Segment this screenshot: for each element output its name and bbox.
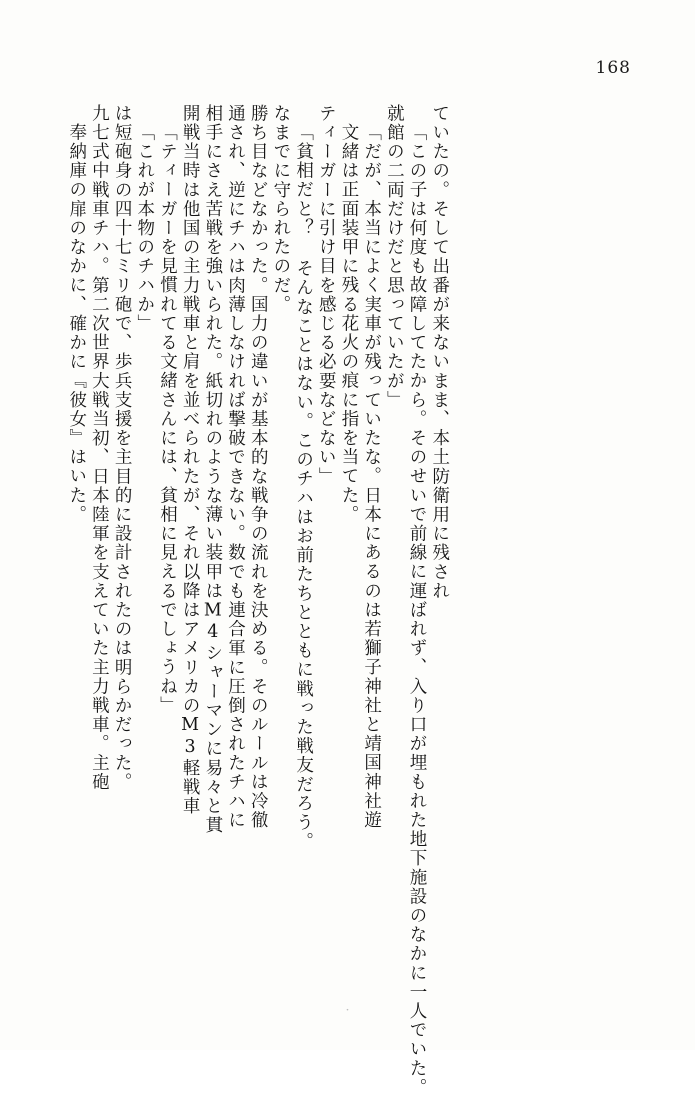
text-column: 奉納庫の扉のなかに、確かに『彼女』はいた。 [66,123,87,525]
vertical-text-body [62,104,635,1097]
text-column-with-ruby: 就館の二両だけだと思っていたが」 [384,104,405,410]
text-column-with-ruby: 「だが、本当によく実車が残っていたな。日本にあるのは若獅子神社と靖国神社遊 [361,123,382,830]
text-column: 「これが本物のチハか」 [134,123,155,334]
text-column: 「ティーガーを見慣れてる文緒さんには、貧相に見えるでしょうね」 [157,123,178,716]
text-column: 「貧相だと？ そんなことはない。このチハはお前たちとともに戦った戦友だろう。 [293,123,314,852]
text-column: 相手にさえ苦戦を強いられた。紙切れのような薄い装甲はM4シャーマンに易々と貫 [202,104,223,835]
footer-mark: ・ [342,1006,353,1016]
text-column: ていたの。そして出番が来ないまま、本土防衛用に残され [429,104,450,601]
text-column: 開戦当時は他国の主力戦車と肩を並べられたが、それ以降はアメリカのM3軽戦車 [180,104,201,816]
text-column: 文緒は正面装甲に残る花火の痕に指を当てた。 [338,123,359,525]
text-column: 通され、逆にチハは肉薄しなければ撃破できない。数でも連合軍に圧倒されたチハに [225,104,246,830]
text-column: 九七式中戦車チハ。第二次世界大戦当初、日本陸軍を支えていた主力戦車。主砲 [89,104,110,792]
text-column: なまでに守られたのだ。 [270,104,291,315]
text-column: 「この子は何度も故障してたから。そのせいで前線に運ばれず、入り口が埋もれた地下施設のなかに一人でいた。 [407,123,427,1097]
text-column: は短砲身の四十七ミリ砲で、歩兵支援を主目的に設計されたのは明らかだった。 [112,104,133,792]
text-column: 勝ち目などなかった。国力の違いが基本的な戦争の流れを決める。そのルールは冷徹 [248,104,269,830]
text-column: ティーガーに引け目を感じる必要などない」 [316,104,337,486]
page-number: 168 [595,58,631,78]
